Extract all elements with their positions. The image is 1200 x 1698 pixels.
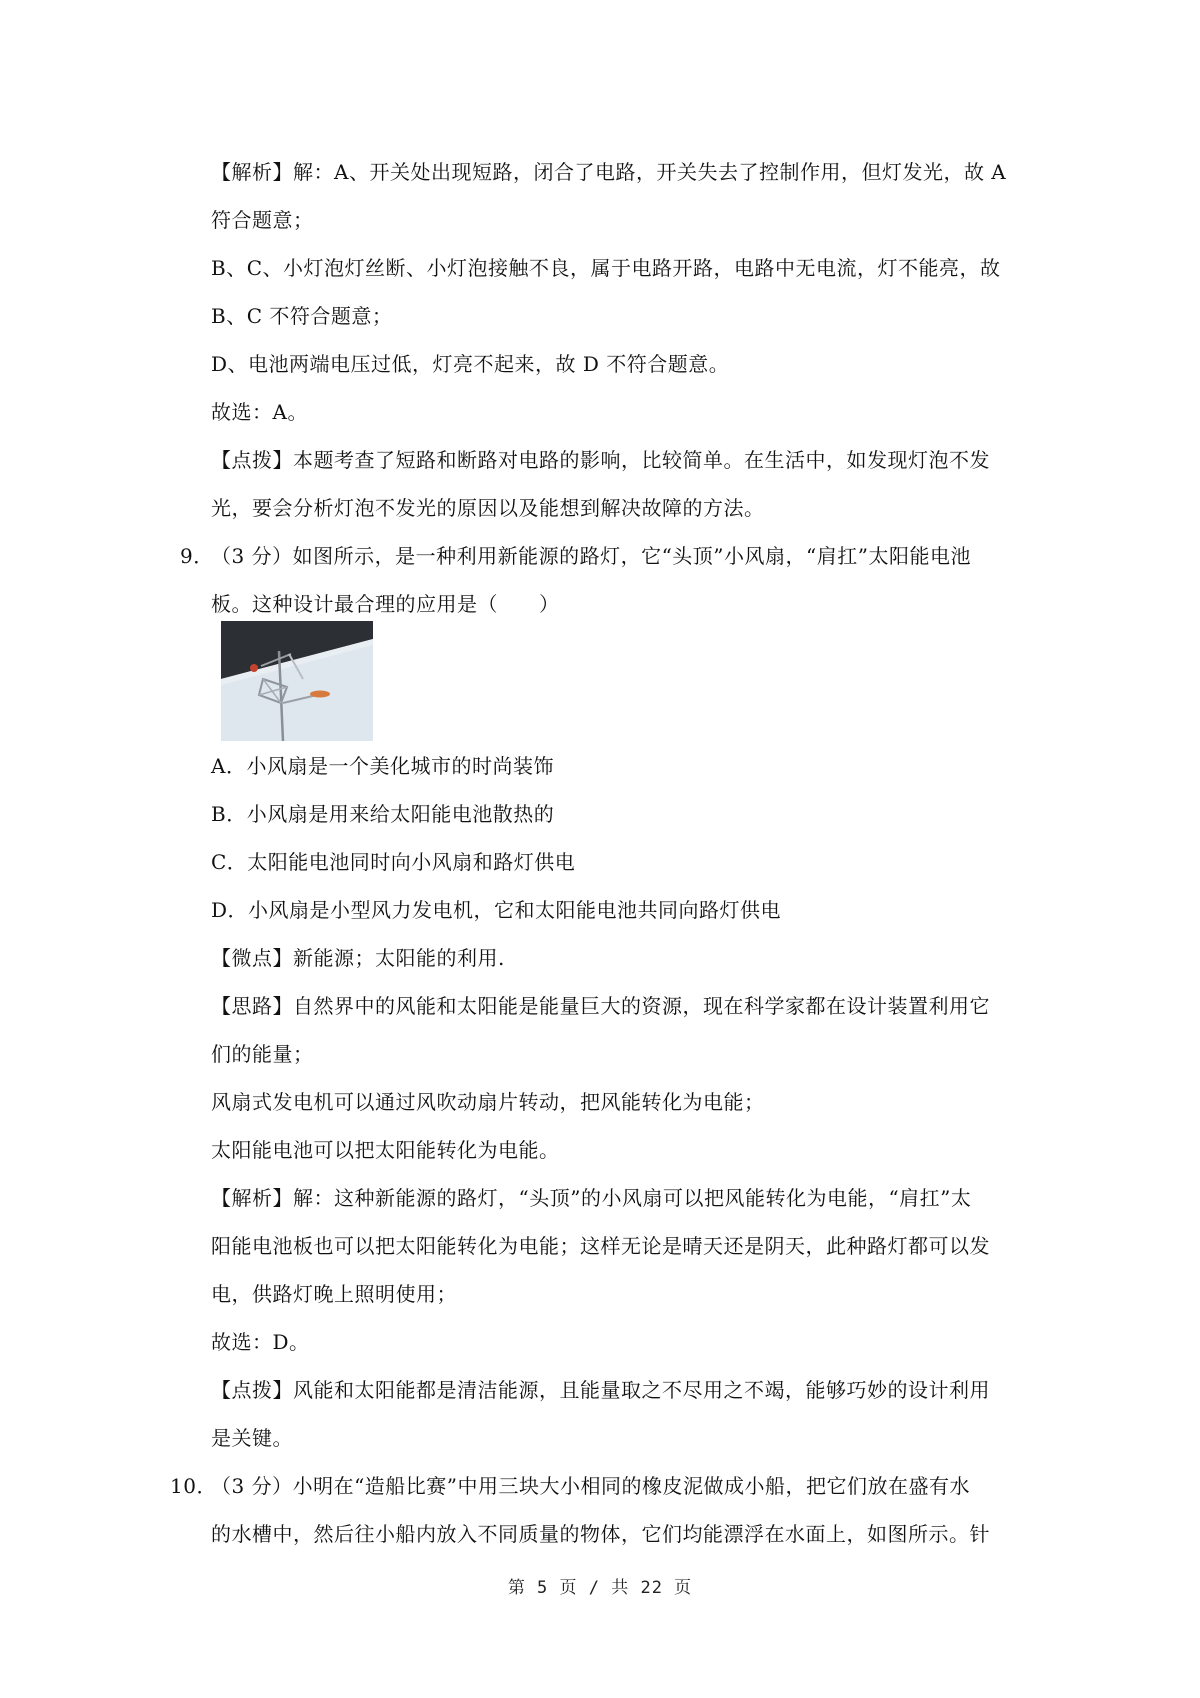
q9-stem-line2: 板。这种设计最合理的应用是（ ） bbox=[211, 592, 560, 616]
q9-analysis-line3: 电，供路灯晚上照明使用； bbox=[211, 1282, 457, 1306]
page-footer: 第 5 页 / 共 22 页 bbox=[507, 1578, 693, 1598]
q9-analysis-line1: 【解析】解：这种新能源的路灯，“头顶”的小风扇可以把风能转化为电能，“肩扛”太 bbox=[211, 1186, 972, 1210]
q8-analysis-line5: D、电池两端电压过低，灯亮不起来，故 D 不符合题意。 bbox=[211, 352, 730, 376]
street-lamp-photo bbox=[221, 621, 373, 741]
q9-option-b: B．小风扇是用来给太阳能电池散热的 bbox=[211, 802, 555, 826]
street-lamp-figure bbox=[221, 621, 373, 741]
q8-tip-line1: 【点拨】本题考查了短路和断路对电路的影响，比较简单。在生活中，如发现灯泡不发 bbox=[211, 448, 990, 472]
q8-answer: 故选：A。 bbox=[211, 400, 308, 424]
q10-stem-line2: 的水槽中，然后往小船内放入不同质量的物体，它们均能漂浮在水面上，如图所示。针 bbox=[211, 1522, 990, 1546]
q10-number: 10． bbox=[170, 1474, 217, 1498]
q9-idea-line1: 【思路】自然界中的风能和太阳能是能量巨大的资源，现在科学家都在设计装置利用它 bbox=[211, 994, 990, 1018]
q8-analysis-line1: 【解析】解：A、开关处出现短路，闭合了电路，开关失去了控制作用，但灯发光，故 A bbox=[211, 160, 1007, 184]
q8-analysis-line2: 符合题意； bbox=[211, 208, 314, 232]
q9-idea-line2: 们的能量； bbox=[211, 1042, 314, 1066]
q10-stem-line1: （3 分）小明在“造船比赛”中用三块大小相同的橡皮泥做成小船，把它们放在盛有水 bbox=[211, 1474, 971, 1498]
q8-analysis-line4: B、C 不符合题意； bbox=[211, 304, 393, 328]
q9-option-a: A．小风扇是一个美化城市的时尚装饰 bbox=[211, 754, 554, 778]
q9-option-c: C．太阳能电池同时向小风扇和路灯供电 bbox=[211, 850, 576, 874]
q9-idea-line4: 太阳能电池可以把太阳能转化为电能。 bbox=[211, 1138, 560, 1162]
q9-point: 【微点】新能源；太阳能的利用. bbox=[211, 946, 505, 970]
q9-number: 9． bbox=[180, 544, 214, 568]
q8-analysis-line3: B、C、小灯泡灯丝断、小灯泡接触不良，属于电路开路，电路中无电流，灯不能亮，故 bbox=[211, 256, 1001, 280]
q9-tip-line1: 【点拨】风能和太阳能都是清洁能源，且能量取之不尽用之不竭，能够巧妙的设计利用 bbox=[211, 1378, 990, 1402]
q9-idea-line3: 风扇式发电机可以通过风吹动扇片转动，把风能转化为电能； bbox=[211, 1090, 765, 1114]
q9-tip-line2: 是关键。 bbox=[211, 1426, 293, 1450]
q9-option-d: D．小风扇是小型风力发电机，它和太阳能电池共同向路灯供电 bbox=[211, 898, 782, 922]
q9-stem-line1: （3 分）如图所示，是一种利用新能源的路灯，它“头顶”小风扇，“肩扛”太阳能电池 bbox=[211, 544, 971, 568]
q9-answer: 故选：D。 bbox=[211, 1330, 310, 1354]
q8-tip-line2: 光，要会分析灯泡不发光的原因以及能想到解决故障的方法。 bbox=[211, 496, 765, 520]
q9-analysis-line2: 阳能电池板也可以把太阳能转化为电能；这样无论是晴天还是阴天，此种路灯都可以发 bbox=[211, 1234, 990, 1258]
